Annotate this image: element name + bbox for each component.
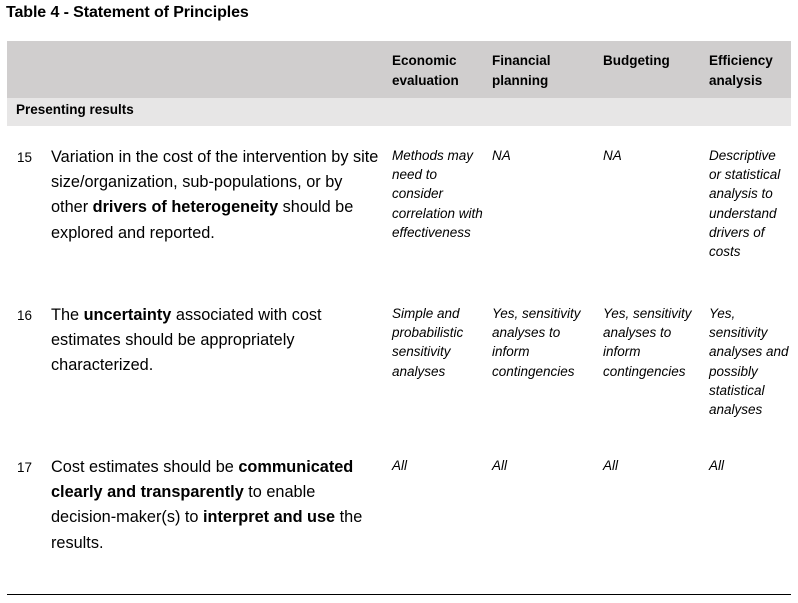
cell-economic-evaluation: Simple and probabilistic sensitivity analyses [392, 306, 464, 379]
table-bottom-rule [7, 594, 791, 595]
row-number: 17 [17, 460, 33, 475]
section-label: Presenting results [16, 102, 134, 117]
cell-efficiency-analysis: Descriptive or statistical analysis to understand drivers of costs [709, 148, 781, 260]
cell-financial-planning: All [492, 458, 508, 473]
principle-text-part: the results. [51, 508, 363, 552]
column-header-financial-planning: Financial planning [492, 53, 551, 88]
row-number: 15 [17, 150, 33, 165]
column-header-efficiency-analysis: Efficiency analysis [709, 53, 773, 88]
column-header-economic-evaluation: Economic evaluation [392, 53, 459, 88]
principle-text [51, 455, 381, 556]
principle-text-part-bold: uncertainty [83, 306, 172, 324]
cell-financial-planning: NA [492, 148, 511, 163]
principle-text-part: should be explored and reported. [51, 198, 354, 242]
cell-budgeting: NA [603, 148, 622, 163]
cell-efficiency-analysis: Yes, sensitivity analyses and possibly statistical analyses [709, 306, 789, 418]
principle-text [51, 145, 381, 246]
principle-text-part: Variation in the cost of the intervention by site size/organization, sub-populations, or by other [51, 148, 379, 217]
column-header-budgeting: Budgeting [603, 53, 670, 68]
table-title: Table 4 - Statement of Principles [6, 4, 249, 21]
principle-text [51, 303, 381, 379]
row-number: 16 [17, 308, 33, 323]
cell-economic-evaluation: All [392, 458, 408, 473]
cell-budgeting: Yes, sensitivity analyses to inform contingencies [603, 306, 692, 379]
principle-text-part-bold: interpret and use [203, 508, 336, 527]
cell-efficiency-analysis: All [709, 458, 725, 473]
principle-text-part: associated with cost estimates should be appropriately characterized. [51, 306, 322, 375]
principle-text-part: The [51, 306, 84, 324]
cell-economic-evaluation: Methods may need to consider correlation with effectiveness [392, 148, 483, 240]
cell-financial-planning: Yes, sensitivity analyses to inform contingencies [492, 306, 581, 379]
principle-text-part-bold: communicated clearly and transparently [51, 458, 354, 502]
principle-text-part: Cost estimates should be [51, 458, 239, 476]
principle-text-part-bold: drivers of heterogeneity [92, 198, 279, 217]
principle-text-part: to enable decision-maker(s) to [51, 483, 316, 527]
cell-budgeting: All [603, 458, 619, 473]
